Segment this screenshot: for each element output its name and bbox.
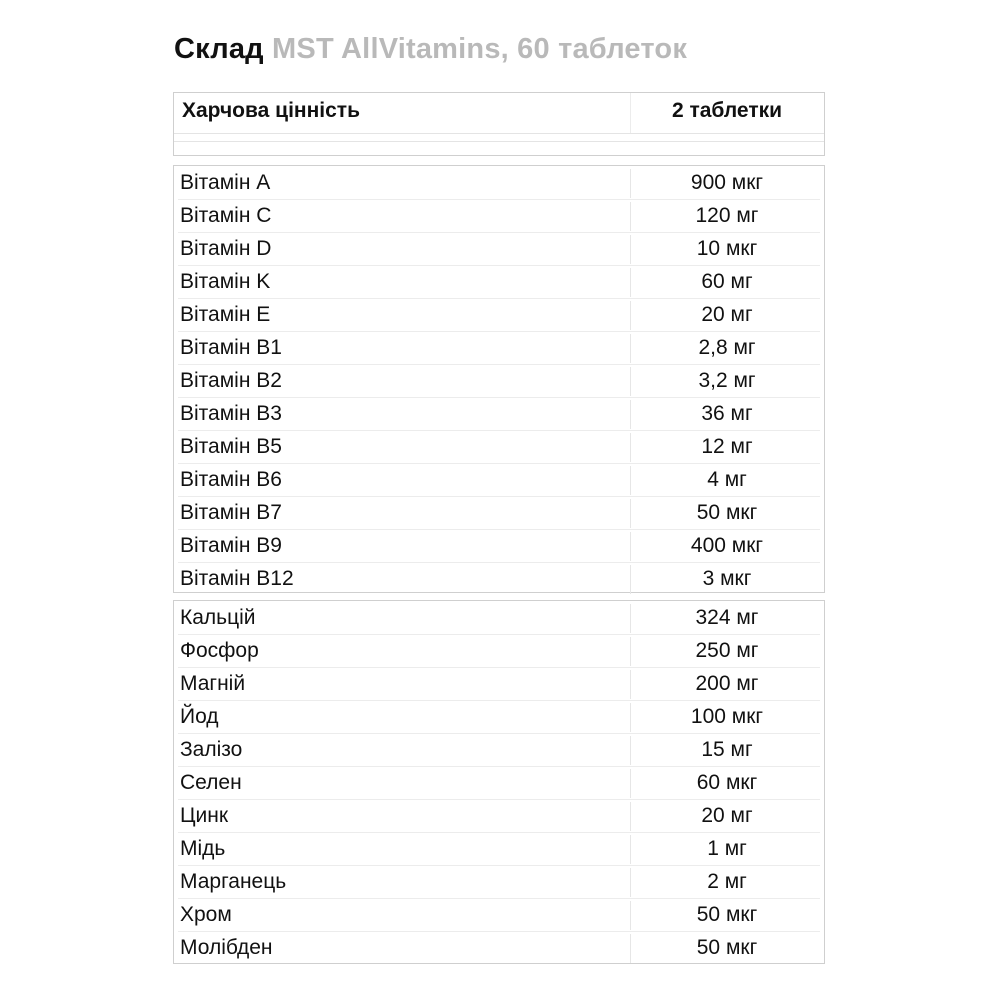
nutrient-name: Хром xyxy=(180,903,232,926)
nutrient-value: 15 мг xyxy=(701,738,753,761)
minerals-table xyxy=(173,600,825,964)
table-header xyxy=(173,92,825,156)
nutrient-name: Вітамін B3 xyxy=(180,402,282,425)
table-row xyxy=(174,563,824,596)
nutrient-name: Вітамін B2 xyxy=(180,369,282,392)
nutrient-value: 900 мкг xyxy=(690,171,764,194)
nutrient-value: 50 мкг xyxy=(696,903,758,926)
table-row xyxy=(174,734,824,767)
header-row xyxy=(174,93,824,134)
nutrient-name: Вітамін E xyxy=(180,303,271,326)
table-row xyxy=(174,167,824,200)
title-product: MST AllVitamins, 60 таблеток xyxy=(272,33,688,65)
table-row xyxy=(174,266,824,299)
nutrient-name: Вітамін B6 xyxy=(180,468,282,491)
nutrient-name: Вітамін B12 xyxy=(180,567,294,590)
nutrient-value: 50 мкг xyxy=(696,936,758,959)
table-row xyxy=(174,602,824,635)
table-row xyxy=(174,701,824,734)
table-row xyxy=(174,431,824,464)
nutrient-name: Вітамін K xyxy=(180,270,271,293)
nutrient-name: Вітамін A xyxy=(180,171,271,194)
nutrient-name: Залізо xyxy=(180,738,243,761)
table-row xyxy=(174,464,824,497)
nutrient-value: 2,8 мг xyxy=(698,336,756,359)
table-row xyxy=(174,800,824,833)
table-row xyxy=(174,767,824,800)
table-row xyxy=(174,332,824,365)
nutrient-value: 3,2 мг xyxy=(698,369,756,392)
table-row xyxy=(174,497,824,530)
nutrient-name: Марганець xyxy=(180,870,287,893)
nutrient-value: 3 мкг xyxy=(702,567,752,590)
nutrient-value: 2 мг xyxy=(707,870,747,893)
nutrient-value: 50 мкг xyxy=(696,501,758,524)
table-row xyxy=(174,668,824,701)
table-row xyxy=(174,233,824,266)
nutrient-name: Цинк xyxy=(180,804,229,827)
nutrient-value: 400 мкг xyxy=(690,534,764,557)
nutrient-name: Вітамін B9 xyxy=(180,534,282,557)
nutrient-name: Вітамін B7 xyxy=(180,501,282,524)
nutrient-value: 324 мг xyxy=(695,606,759,629)
title-bold: Склад xyxy=(174,33,264,65)
header-nutrition-label: Харчова цінність xyxy=(182,99,360,122)
nutrient-name: Мідь xyxy=(180,837,226,860)
table-row xyxy=(174,899,824,932)
nutrient-name: Магній xyxy=(180,672,246,695)
table-row xyxy=(174,398,824,431)
nutrient-name: Фосфор xyxy=(180,639,259,662)
table-row xyxy=(174,530,824,563)
nutrient-name: Селен xyxy=(180,771,242,794)
table-row xyxy=(174,866,824,899)
nutrient-value: 12 мг xyxy=(701,435,753,458)
vitamins-table xyxy=(173,165,825,593)
table-row xyxy=(174,299,824,332)
header-underline xyxy=(174,141,824,142)
nutrient-name: Вітамін B5 xyxy=(180,435,282,458)
nutrient-value: 10 мкг xyxy=(696,237,758,260)
nutrient-value: 100 мкг xyxy=(690,705,764,728)
nutrient-value: 20 мг xyxy=(701,303,753,326)
nutrient-name: Молібден xyxy=(180,936,273,959)
header-serving-label: 2 таблетки xyxy=(671,99,783,122)
nutrient-value: 20 мг xyxy=(701,804,753,827)
nutrient-name: Вітамін D xyxy=(180,237,272,260)
nutrient-value: 120 мг xyxy=(695,204,759,227)
nutrient-value: 60 мкг xyxy=(696,771,758,794)
nutrient-name: Йод xyxy=(180,705,219,728)
page-title xyxy=(174,33,687,66)
nutrient-name: Вітамін C xyxy=(180,204,272,227)
table-row xyxy=(174,833,824,866)
nutrient-name: Кальцій xyxy=(180,606,256,629)
nutrient-value: 60 мг xyxy=(701,270,753,293)
table-row xyxy=(174,635,824,668)
nutrient-value: 4 мг xyxy=(707,468,747,491)
nutrient-value: 250 мг xyxy=(695,639,759,662)
nutrient-value: 36 мг xyxy=(701,402,753,425)
nutrient-name: Вітамін B1 xyxy=(180,336,282,359)
table-row xyxy=(174,200,824,233)
nutrient-value: 200 мг xyxy=(695,672,759,695)
table-row xyxy=(174,932,824,965)
table-row xyxy=(174,365,824,398)
nutrient-value: 1 мг xyxy=(707,837,747,860)
